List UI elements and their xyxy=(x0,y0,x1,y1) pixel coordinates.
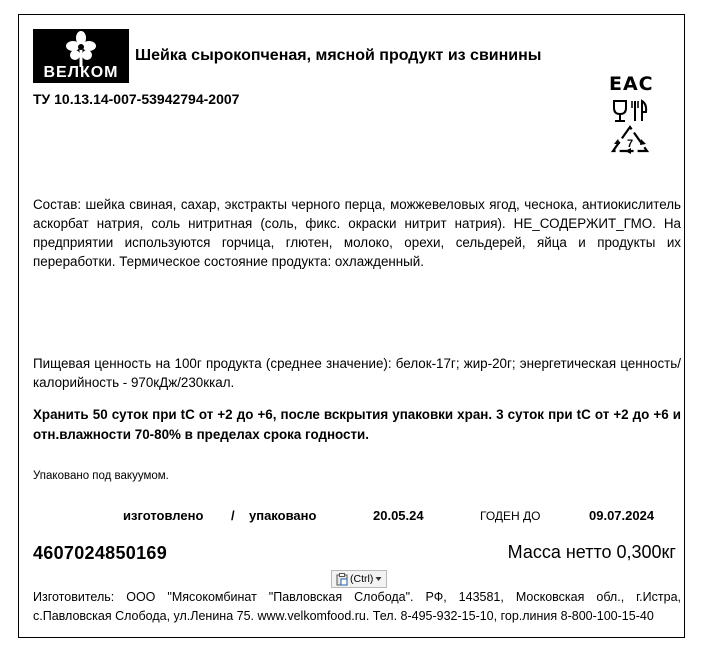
product-label xyxy=(18,14,685,638)
clipboard-icon xyxy=(336,573,348,586)
product-title: Шейка сырокопченая, мясной продукт из свинины xyxy=(135,47,542,64)
recycle-icon xyxy=(605,124,655,154)
storage-text: Хранить 50 суток при tC от +2 до +6, после вскрытия упаковки хран. 3 суток при tC от +2 до +6 и отн.влажности 70-80% в пределах срока годности. xyxy=(33,407,681,442)
flower-logo-icon xyxy=(33,29,129,69)
nutrition-text: Пищевая ценность на 100г продукта (среднее значение): белок-17г; жир-20г; энергетическая ценность/калорийность - 970кДж/230ккал. xyxy=(33,356,681,390)
logo-text: ВЕЛКОМ xyxy=(43,64,119,81)
expiry-date: 09.07.2024 xyxy=(589,508,655,523)
recycle-number: 7 xyxy=(626,138,634,150)
barcode-number: 4607024850169 xyxy=(33,543,168,563)
tu-code: ТУ 10.13.14-007-53942794-2007 xyxy=(33,91,240,107)
composition-text: Состав: шейка свиная, сахар, экстракты черного перца, можжевеловых ягод, чеснока, антиокислитель аскорбат натрия, соль нитритная (соль, фикс. окраски нитрит натрия). НЕ_СОДЕРЖИТ_ГМО. На предприятии используются горчица, глютен, молоко, орехи, сельдерей, яйца и продукты их переработки. Термическое состояние продукта: охлажденный. xyxy=(33,197,681,269)
brand-logo xyxy=(33,29,129,83)
date-separator: / xyxy=(231,508,235,523)
net-mass: Масса нетто 0,300кг xyxy=(507,542,676,562)
packaging-text: Упаковано под вакуумом. xyxy=(33,470,169,482)
manufacturer-text: Изготовитель: ООО "Мясокомбинат "Павловская Слобода". РФ, 143581, Московская обл., г.Истра, с.Павловская Слобода, ул.Ленина 75. www.velkomfood.ru. Тел. 8-495-932-15-10, гор.линия 8-800-100-15-40 xyxy=(33,590,681,623)
paste-options-label: (Ctrl) xyxy=(350,573,374,585)
made-date: 20.05.24 xyxy=(373,508,424,523)
expiry-label: ГОДЕН ДО xyxy=(480,509,541,523)
chevron-down-icon xyxy=(375,576,382,582)
made-label: изготовлено xyxy=(123,508,204,523)
packed-label: упаковано xyxy=(249,508,317,523)
paste-options-button[interactable] xyxy=(331,570,387,588)
eac-mark: ЕАС xyxy=(609,73,654,95)
food-safe-icon xyxy=(611,98,649,124)
